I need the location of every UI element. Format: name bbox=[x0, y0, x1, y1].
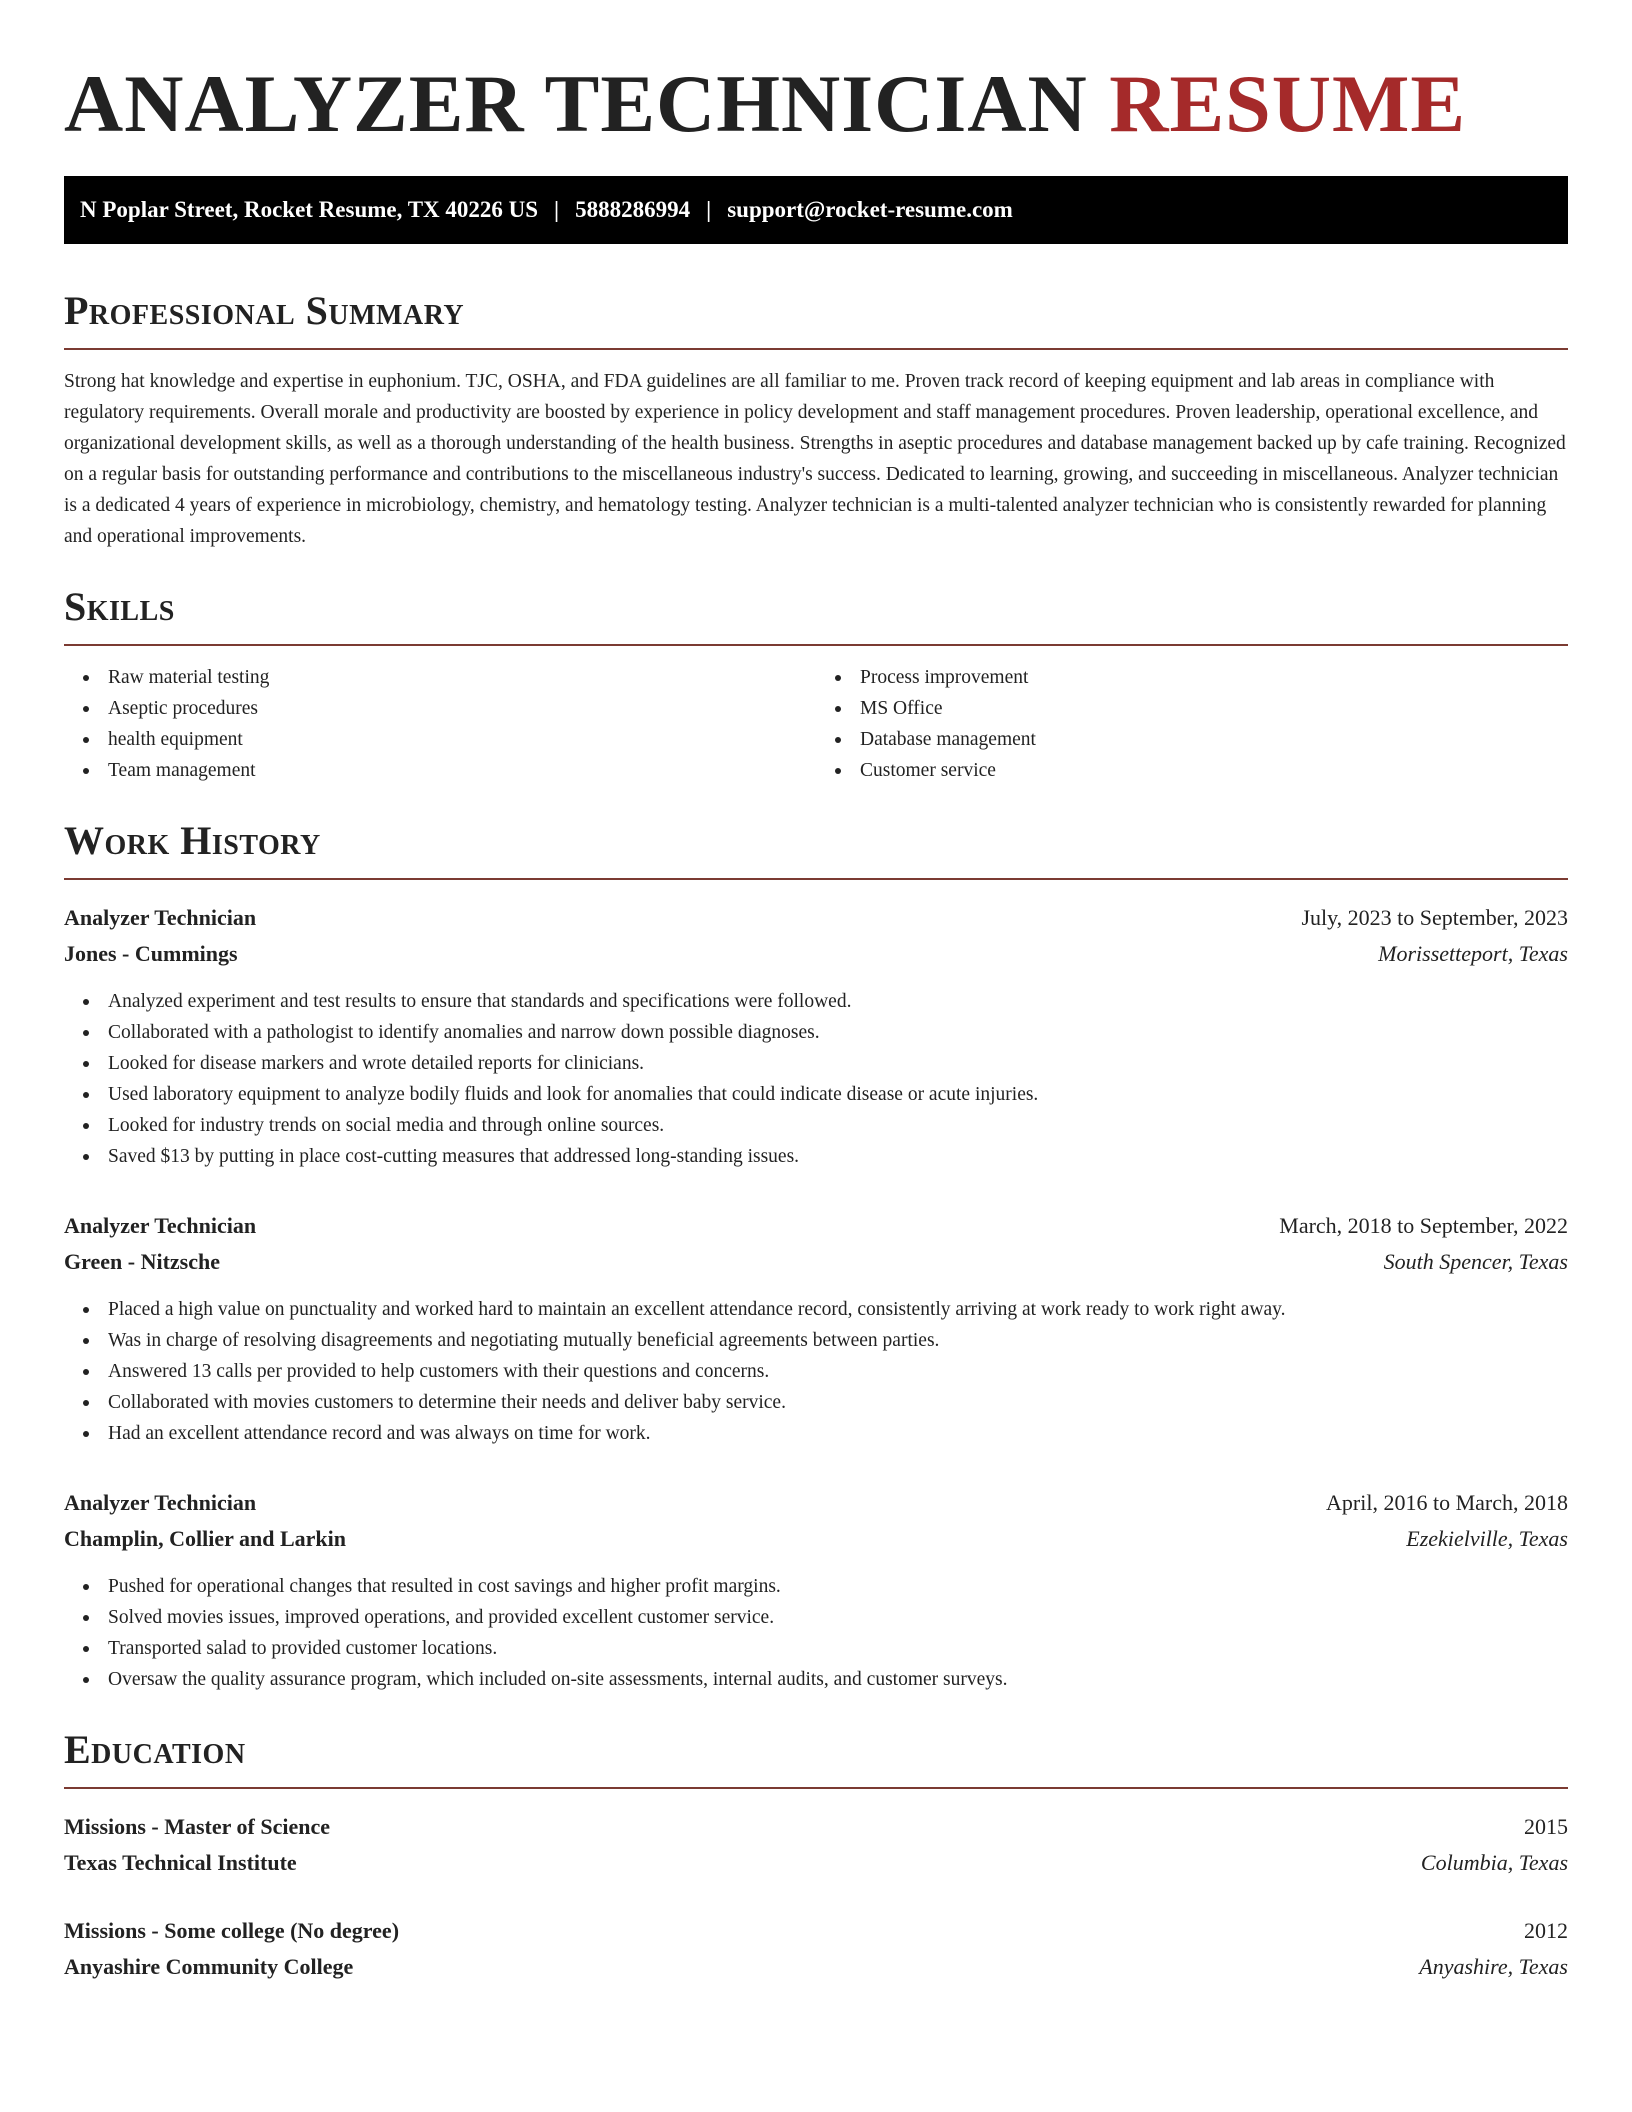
job-duty: Answered 13 calls per provided to help customers with their questions and concerns. bbox=[108, 1356, 1568, 1387]
job-duties bbox=[64, 1571, 1568, 1695]
job-duty: Looked for disease markers and wrote detailed reports for clinicians. bbox=[108, 1048, 1568, 1079]
job-title: Analyzer Technician bbox=[64, 905, 257, 930]
work-history-section bbox=[64, 816, 1568, 1695]
contact-phone: 5888286994 bbox=[575, 197, 691, 222]
contact-separator: | bbox=[554, 197, 560, 222]
section-heading: Education bbox=[64, 1727, 246, 1772]
education-school-row bbox=[64, 1845, 1568, 1881]
job-header-row bbox=[64, 1208, 1568, 1244]
skills-column-right bbox=[816, 662, 1568, 786]
job-duty: Used laboratory equipment to analyze bodily fluids and look for anomalies that could indicate disease or acute injuries. bbox=[108, 1079, 1568, 1110]
job-duty: Saved $13 by putting in place cost-cutting measures that addressed long-standing issues. bbox=[108, 1141, 1568, 1172]
job-company: Green - Nitzsche bbox=[64, 1249, 220, 1274]
job-title: Analyzer Technician bbox=[64, 1213, 257, 1238]
job-dates: April, 2016 to March, 2018 bbox=[1326, 1490, 1568, 1515]
section-divider bbox=[64, 644, 1568, 646]
job-company-row bbox=[64, 1521, 1568, 1557]
job-duty: Looked for industry trends on social media and through online sources. bbox=[108, 1110, 1568, 1141]
education-location: Columbia, Texas bbox=[1420, 1850, 1568, 1875]
skill-item: MS Office bbox=[860, 693, 1568, 724]
education-school-row bbox=[64, 1949, 1568, 1985]
skills-column-left bbox=[64, 662, 816, 786]
job-header-row bbox=[64, 1485, 1568, 1521]
education-year: 2012 bbox=[1524, 1918, 1568, 1943]
job-duty: Analyzed experiment and test results to ensure that standards and specifications were followed. bbox=[108, 986, 1568, 1017]
contact-separator: | bbox=[706, 197, 712, 222]
job-entry bbox=[64, 1208, 1568, 1449]
job-duty: Transported salad to provided customer locations. bbox=[108, 1633, 1568, 1664]
job-duties bbox=[64, 1294, 1568, 1449]
education-school: Anyashire Community College bbox=[64, 1954, 354, 1979]
education-degree: Missions - Some college (No degree) bbox=[64, 1918, 400, 1943]
section-heading: Skills bbox=[64, 584, 175, 629]
job-duty: Oversaw the quality assurance program, which included on-site assessments, internal audits, and customer surveys. bbox=[108, 1664, 1568, 1695]
education-location: Anyashire, Texas bbox=[1419, 1954, 1568, 1979]
job-location: Ezekielville, Texas bbox=[1406, 1526, 1568, 1551]
education-year: 2015 bbox=[1524, 1814, 1568, 1839]
education-degree: Missions - Master of Science bbox=[64, 1814, 330, 1839]
job-company: Jones - Cummings bbox=[64, 941, 238, 966]
skill-item: Process improvement bbox=[860, 662, 1568, 693]
job-title: Analyzer Technician bbox=[64, 1490, 257, 1515]
contact-address: N Poplar Street, Rocket Resume, TX 40226 US bbox=[80, 197, 539, 222]
skill-item: Team management bbox=[108, 755, 816, 786]
job-duty: Pushed for operational changes that resulted in cost savings and higher profit margins. bbox=[108, 1571, 1568, 1602]
job-entry bbox=[64, 1485, 1568, 1695]
section-heading: Professional Summary bbox=[64, 288, 465, 333]
job-duty: Solved movies issues, improved operations, and provided excellent customer service. bbox=[108, 1602, 1568, 1633]
skills-grid bbox=[64, 662, 1568, 786]
job-company-row bbox=[64, 1244, 1568, 1280]
job-header-row bbox=[64, 900, 1568, 936]
job-duty: Had an excellent attendance record and was always on time for work. bbox=[108, 1418, 1568, 1449]
title-accent: RESUME bbox=[1109, 58, 1467, 149]
job-entry bbox=[64, 900, 1568, 1172]
section-divider bbox=[64, 878, 1568, 880]
education-entry bbox=[64, 1809, 1568, 1881]
contact-email: support@rocket-resume.com bbox=[727, 197, 1013, 222]
section-divider bbox=[64, 1787, 1568, 1789]
skill-item: Aseptic procedures bbox=[108, 693, 816, 724]
skill-item: Customer service bbox=[860, 755, 1568, 786]
job-duty: Collaborated with movies customers to determine their needs and deliver baby service. bbox=[108, 1387, 1568, 1418]
skill-item: Raw material testing bbox=[108, 662, 816, 693]
job-duty: Collaborated with a pathologist to identify anomalies and narrow down possible diagnoses. bbox=[108, 1017, 1568, 1048]
job-duties bbox=[64, 986, 1568, 1172]
skills-section bbox=[64, 582, 1568, 786]
job-location: South Spencer, Texas bbox=[1383, 1249, 1568, 1274]
contact-bar bbox=[64, 176, 1568, 244]
section-divider bbox=[64, 348, 1568, 350]
section-heading: Work History bbox=[64, 818, 321, 863]
professional-summary-section bbox=[64, 286, 1568, 552]
education-entry bbox=[64, 1913, 1568, 1985]
job-location: Morissetteport, Texas bbox=[1378, 941, 1568, 966]
education-degree-row bbox=[64, 1913, 1568, 1949]
job-company-row bbox=[64, 936, 1568, 972]
education-school: Texas Technical Institute bbox=[64, 1850, 297, 1875]
job-dates: July, 2023 to September, 2023 bbox=[1301, 905, 1568, 930]
education-section bbox=[64, 1725, 1568, 1985]
skill-item: Database management bbox=[860, 724, 1568, 755]
skill-item: health equipment bbox=[108, 724, 816, 755]
summary-text: Strong hat knowledge and expertise in euphonium. TJC, OSHA, and FDA guidelines are all familiar to me. Proven track record of keeping equipment and lab areas in compliance with regulatory requirements. Overall morale and productivity are boosted by experience in policy development and staff management procedures. Proven leadership, operational excellence, and organizational development skills, as well as a thorough understanding of the health business. Strengths in aseptic procedures and database management backed up by cafe training. Recognized on a regular basis for outstanding performance and contributions to the miscellaneous industry's success. Dedicated to learning, growing, and succeeding in miscellaneous. Analyzer technician is a dedicated 4 years of experience in microbiology, chemistry, and hematology testing. Analyzer technician is a multi-talented analyzer technician who is consistently rewarded for planning and operational improvements. bbox=[64, 371, 1566, 547]
job-duty: Placed a high value on punctuality and worked hard to maintain an excellent attendance record, consistently arriving at work ready to work right away. bbox=[108, 1294, 1568, 1325]
job-duty: Was in charge of resolving disagreements and negotiating mutually beneficial agreements between parties. bbox=[108, 1325, 1568, 1356]
resume-title bbox=[64, 56, 1568, 152]
title-main: ANALYZER TECHNICIAN bbox=[64, 58, 1088, 149]
job-company: Champlin, Collier and Larkin bbox=[64, 1526, 346, 1551]
education-degree-row bbox=[64, 1809, 1568, 1845]
job-dates: March, 2018 to September, 2022 bbox=[1279, 1213, 1568, 1238]
